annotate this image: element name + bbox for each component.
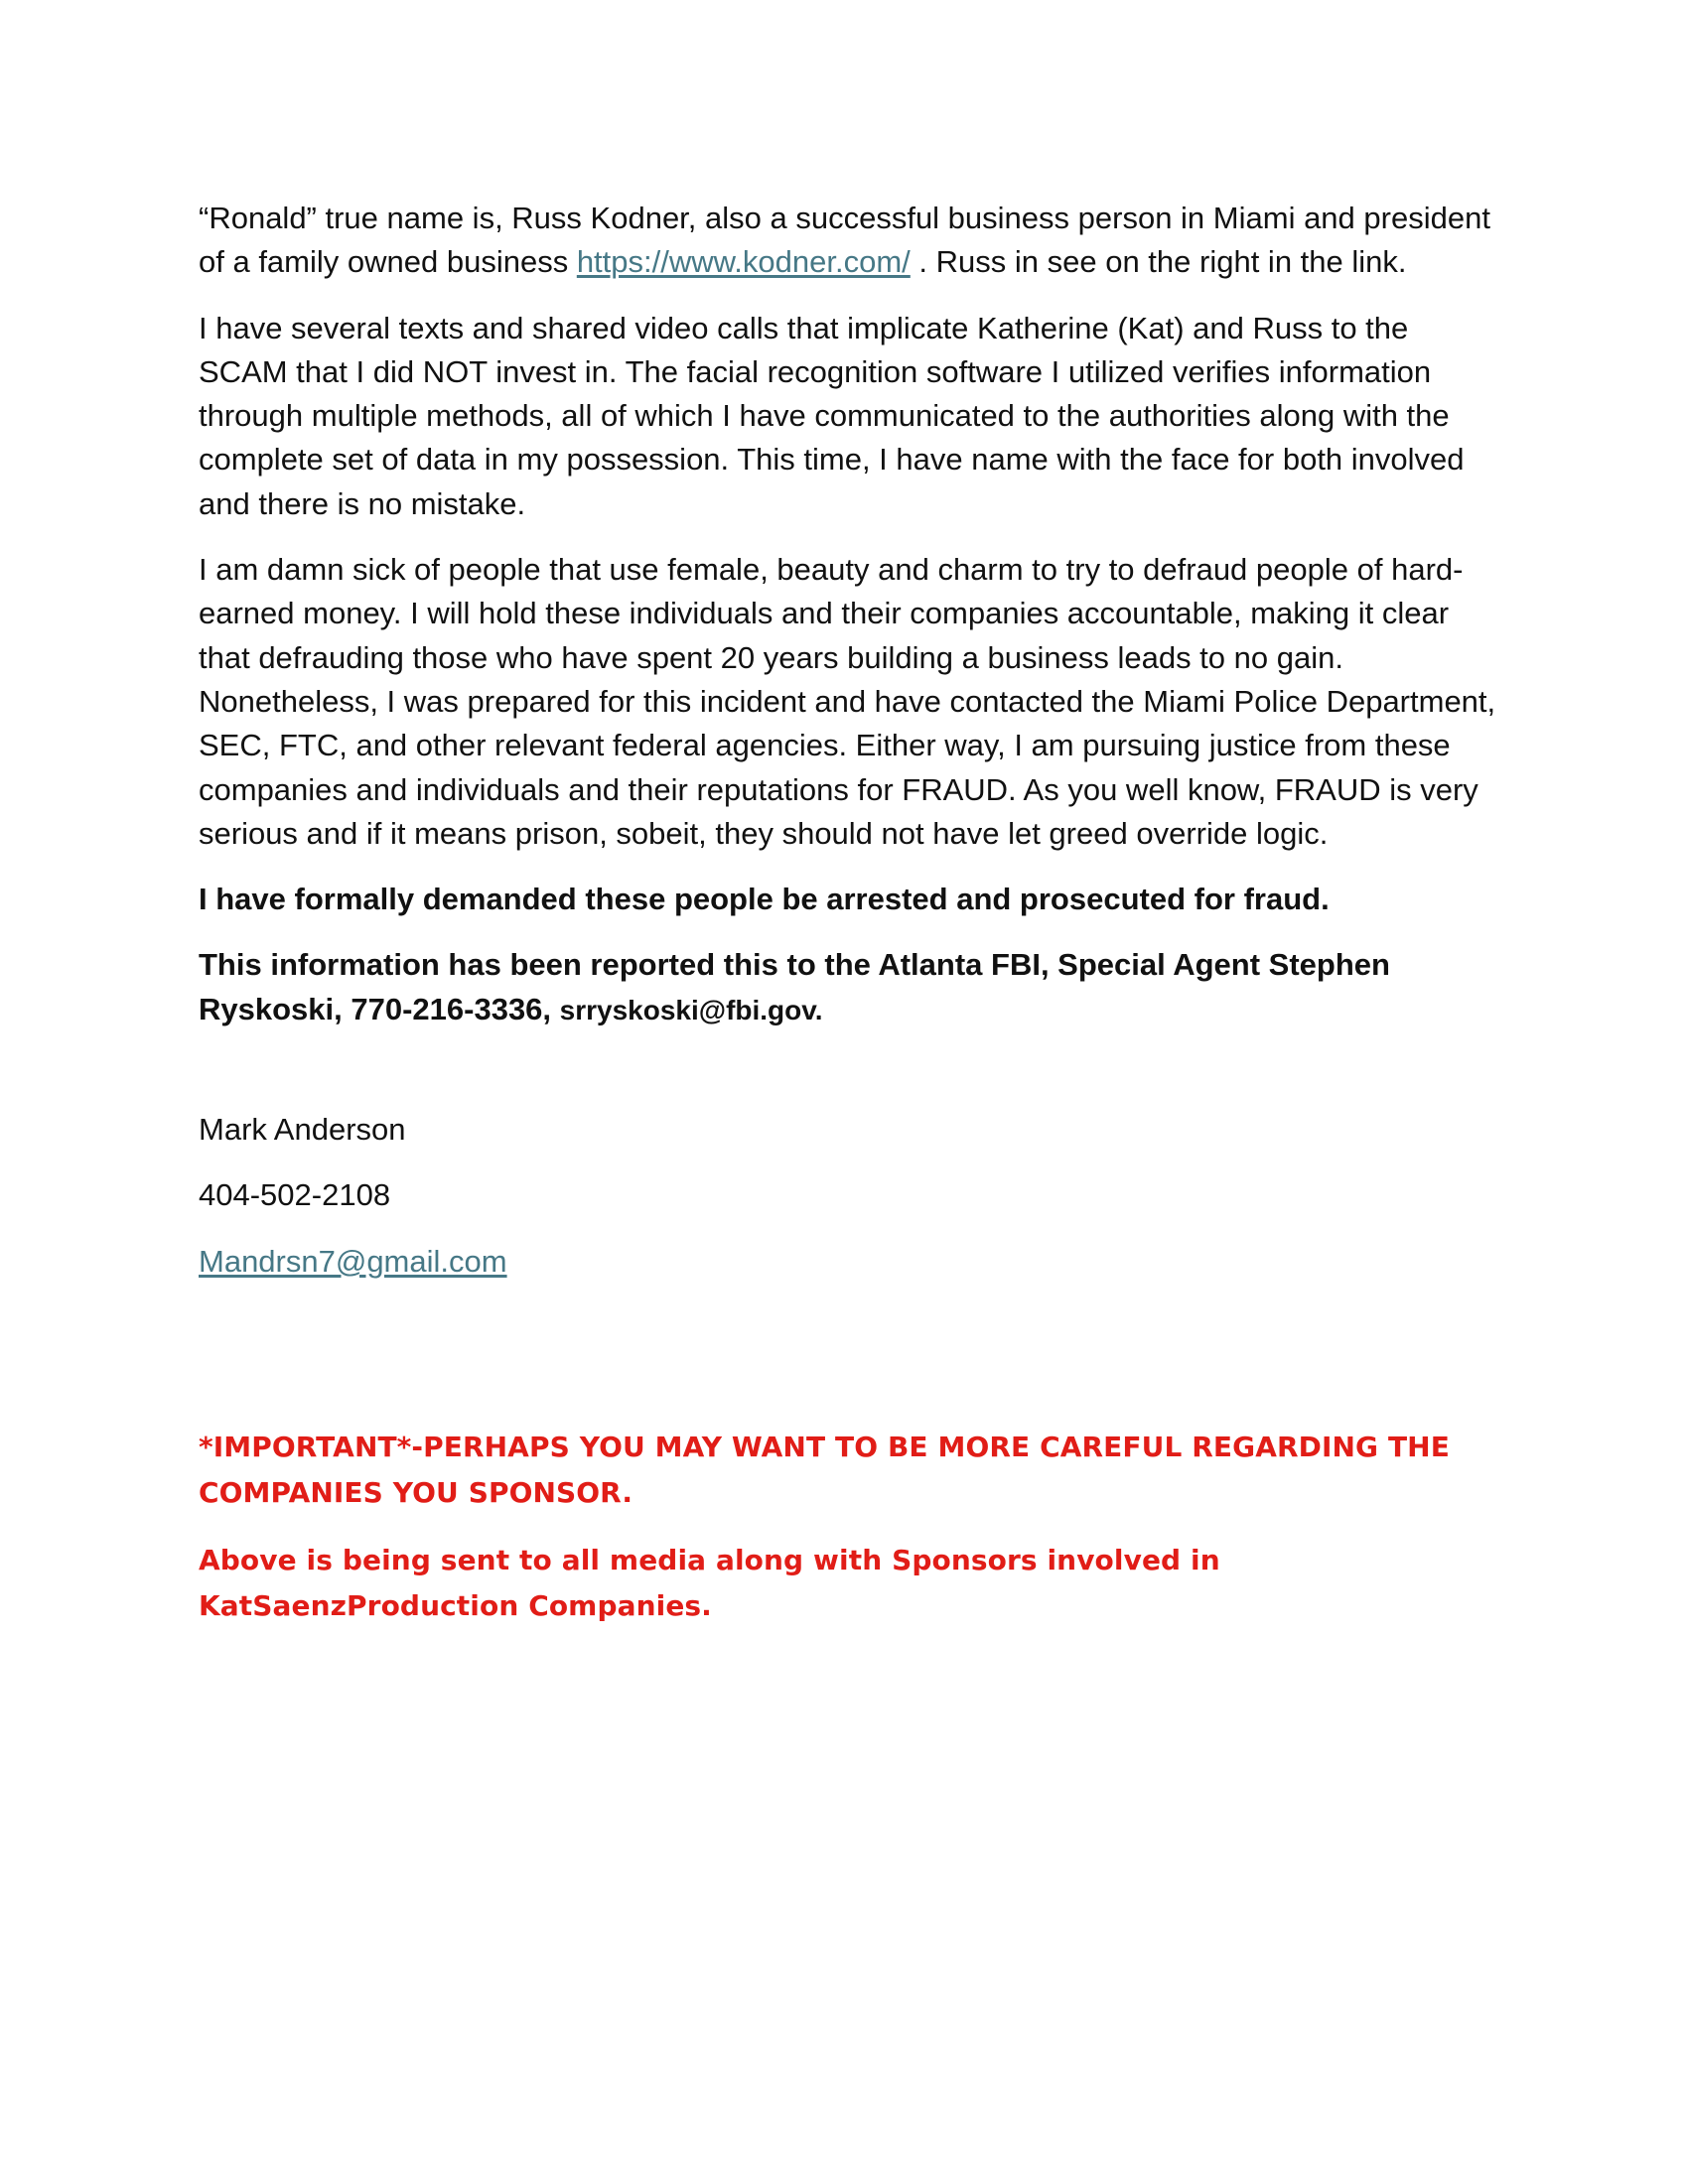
kodner-website-link[interactable]: https://www.kodner.com/ — [576, 244, 911, 280]
paragraph-demand: I have formally demanded these people be arrested and prosecuted for fraud. — [199, 882, 1330, 917]
fbi-agent-email: srryskoski@fbi.gov. — [559, 994, 823, 1025]
signature-email-link[interactable]: Mandrsn7@gmail.com — [199, 1243, 507, 1279]
signature-email-line — [199, 1240, 1499, 1284]
paragraph-evidence: I have several texts and shared video calls that implicate Katherine (Kat) and Russ to the SCAM that I did NOT invest in. The facial recognition software I utilized verifies information through multiple methods, all of which I have communicated to the authorities along with the complete set of data in my possession. This time, I have name with the face for both involved and there is no mistake. — [199, 310, 1465, 521]
paragraph-ronald-identity — [199, 197, 1499, 285]
notice-block — [199, 1425, 1499, 1629]
media-notice: Above is being sent to all media along with Sponsors involved in KatSaenzProduction Companies. — [199, 1543, 1220, 1622]
paragraph-ronald-text-end: . Russ in see on the right in the link. — [910, 244, 1407, 280]
letter-page — [199, 197, 1499, 1651]
paragraph-accountability: I am damn sick of people that use female, beauty and charm to try to defraud people of hard-earned money. I will hold these individuals and their companies accountable, making it clear that defrauding those who have spent 20 years building a business leads to no gain. Nonetheless, I was prepared for this incident and have contacted the Miami Police Department, SEC, FTC, and other relevant federal agencies. Either way, I am pursuing justice from these companies and individuals and their reputations for FRAUD. As you well know, FRAUD is very serious and if it means prison, sobeit, they should not have let greed override logic. — [199, 552, 1496, 851]
paragraph-ronald-text: “Ronald” true name is, Russ Kodner, also a successful business person in Miami and president of a family owned business — [199, 201, 1490, 280]
important-notice: *IMPORTANT*-PERHAPS YOU MAY WANT TO BE MORE CAREFUL REGARDING THE COMPANIES YOU SPONSOR. — [199, 1430, 1450, 1509]
paragraph-fbi-report — [199, 943, 1499, 1032]
signature-phone: 404-502-2108 — [199, 1177, 391, 1213]
signature-name: Mark Anderson — [199, 1112, 406, 1148]
signature-block — [199, 1108, 1499, 1284]
fbi-report-text: This information has been reported this to the Atlanta FBI, Special Agent Stephen Ryskoski, 770-216-3336, — [199, 947, 1390, 1026]
